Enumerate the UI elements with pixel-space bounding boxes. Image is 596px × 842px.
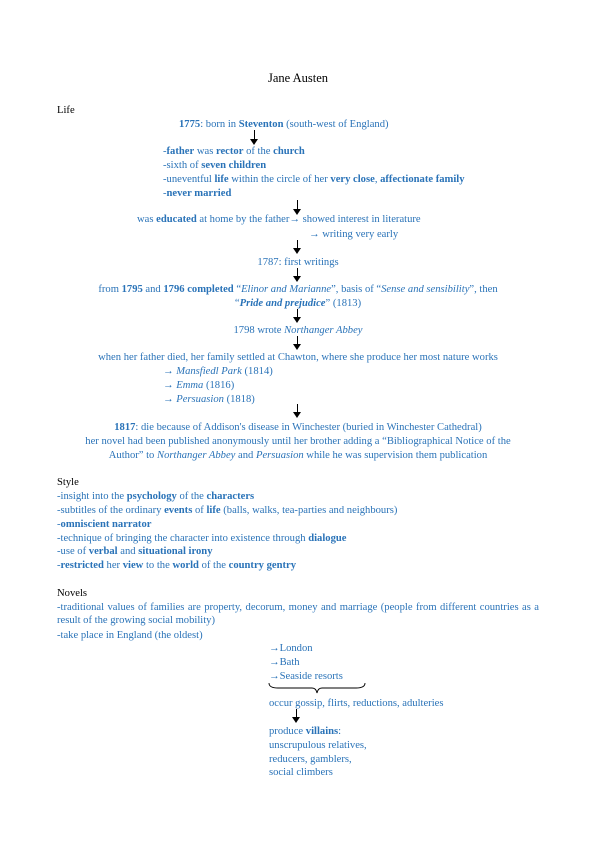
curly-brace-icon [268, 682, 368, 696]
chawton-line: when her father died, her family settled at Chawton, where she produce her most nature works [98, 352, 498, 363]
novel-item: → Persuasion (1818) [163, 394, 255, 405]
death-line: 1817: die because of Addison's disease in Winchester (buried in Winchester Cathedral) [114, 422, 482, 433]
place-item: →Bath [269, 657, 300, 668]
novel-item: → Mansfiedl Park (1814) [163, 366, 273, 377]
villain-item: social climbers [269, 767, 333, 778]
produce-line: produce villains: [269, 726, 342, 737]
born-line: 1775: born in Steventon (south-west of England) [179, 119, 389, 130]
style-line: -omniscient narrator [57, 519, 152, 530]
anonymous-line: her novel had been published anonymously until her brother adding a “Bibliographical Notice of the [85, 436, 511, 447]
fact-line: -uneventful life within the circle of her very close, affectionate family [163, 174, 465, 185]
section-heading-style: Style [57, 477, 79, 488]
education-line: was educated at home by the father→ showed interest in literature [137, 214, 421, 225]
style-line: -subtitles of the ordinary events of life (balls, walks, tea-parties and neighbours) [57, 505, 398, 516]
section-heading-life: Life [57, 105, 75, 116]
style-line: -insight into the psychology of the characters [57, 491, 255, 502]
place-item: →Seaside resorts [269, 671, 343, 682]
novels-paragraph: -traditional values of families are property, decorum, money and marriage (people from different countries as a result of the growing social mobility) [57, 602, 539, 626]
style-line: -use of verbal and situational irony [57, 546, 213, 557]
style-line: -technique of bringing the character into existence through dialogue [57, 533, 347, 544]
works-line: from 1795 and 1796 completed “Elinor and Marianne”, basis of “Sense and sensibility”, then [98, 284, 498, 295]
villain-item: reducers, gamblers, [269, 754, 352, 765]
section-heading-novels: Novels [57, 588, 88, 599]
northanger-line: 1798 wrote Northanger Abbey [233, 325, 363, 336]
document-title: Jane Austen [267, 71, 329, 85]
fact-line: -sixth of seven children [163, 160, 267, 171]
occur-line: occur gossip, flirts, reductions, adulteries [269, 698, 444, 709]
anonymous-line-2: Author” to Northanger Abbey and Persuasion while he was supervision them publication [108, 450, 488, 461]
novel-item: → Emma (1816) [163, 380, 235, 391]
works-line-2: “Pride and prejudice” (1813) [234, 298, 362, 309]
novels-setting: -take place in England (the oldest) [57, 630, 203, 641]
style-line: -restricted her view to the world of the country gentry [57, 560, 297, 571]
fact-line: -father was rector of the church [163, 146, 305, 157]
villain-item: unscrupulous relatives, [269, 740, 367, 751]
fact-line: -never married [163, 188, 232, 199]
education-line-2: → writing very early [309, 229, 399, 240]
place-item: →London [269, 643, 313, 654]
first-writings: 1787: first writings [257, 257, 339, 268]
